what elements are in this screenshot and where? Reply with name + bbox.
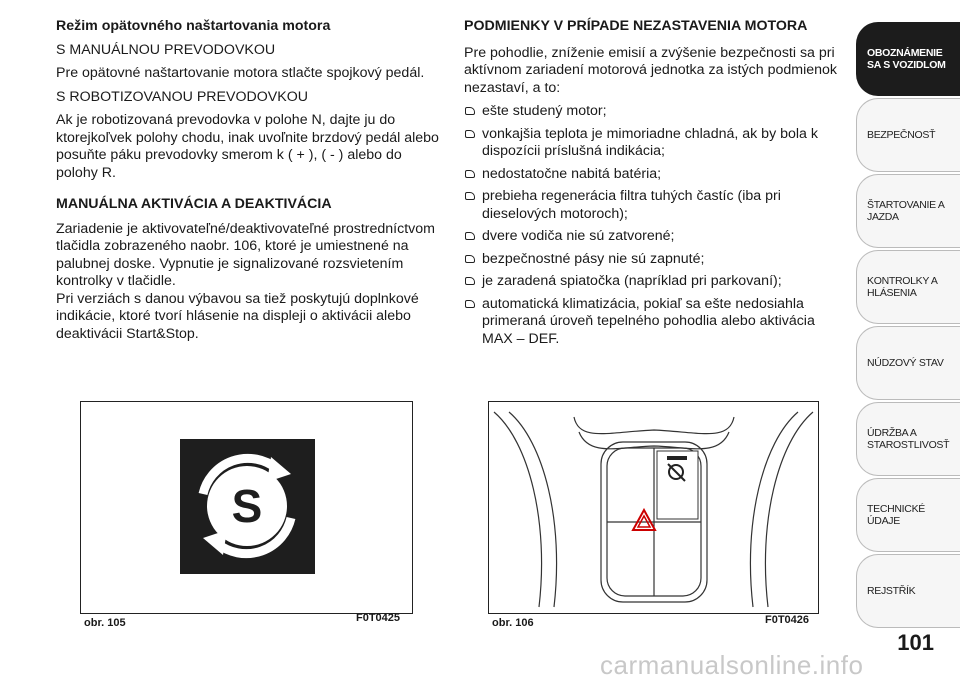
tab-rejstrik[interactable]: REJSTŘÍK	[856, 554, 960, 628]
list-item: ešte studený motor;	[464, 103, 840, 121]
list-item: automatická klimatizácia, pokiaľ sa ešte nedosiahla primeraná úroveň tepelného pohodlia alebo aktivácia MAX – DEF.	[464, 296, 840, 349]
restart-heading: Režim opätovného naštartovania motora	[56, 18, 331, 34]
bullet-icon	[465, 107, 475, 115]
watermark: carmanualsonline.info	[600, 650, 864, 680]
figure-106-code: F0T0426	[765, 614, 810, 626]
conditions-list	[464, 103, 840, 348]
robot-gearbox-text: Ak je robotizovaná prevodovka v polohe N, dajte ju do ktorejkoľvek polohy chodu, inak uvoľnite brzdový pedál alebo posuňte páku prevodovky smerom k ( + ), ( - ) alebo do polohy R.	[56, 112, 439, 181]
bullet-icon	[465, 300, 475, 308]
button-led	[667, 456, 687, 460]
tab-technicke-udaje[interactable]: TECHNICKÉ ÚDAJE	[856, 478, 960, 552]
bullet-icon	[465, 255, 475, 263]
figure-105-code: F0T0425	[356, 612, 401, 624]
bullet-icon	[465, 277, 475, 285]
list-item: prebieha regenerácia filtra tuhých častíc (iba pri dieselových motoroch);	[464, 188, 840, 223]
figure-105	[80, 401, 413, 614]
right-column	[464, 18, 840, 353]
list-item: dvere vodiča nie sú zatvorené;	[464, 228, 840, 246]
activation-text-2: Pri verziách s danou výbavou sa tiež poskytujú doplnkové indikácie, ktoré tvorí hlásenie na displeji o aktivácii alebo deaktivácii Start&Stop.	[56, 290, 419, 342]
start-stop-letter: S	[231, 480, 263, 532]
figure-106-caption: obr. 106	[492, 617, 534, 629]
figure-105-caption: obr. 105	[84, 617, 126, 629]
conditions-intro: Pre pohodlie, zníženie emisií a zvýšenie bezpečnosti sa pri aktívnom zariadení motorová jednotka za istých podmienok nezastaví, a to:	[464, 44, 838, 96]
bullet-icon	[465, 170, 475, 178]
dashboard-buttons-illustration	[489, 402, 818, 613]
manual-gearbox-text: Pre opätovné naštartovanie motora stlačte spojkový pedál.	[56, 65, 425, 81]
bullet-icon	[465, 232, 475, 240]
tab-nudzovy-stav[interactable]: NÚDZOVÝ STAV	[856, 326, 960, 400]
start-stop-icon	[81, 402, 412, 613]
page-number: 101	[897, 630, 934, 655]
tab-oboznamenie[interactable]: OBOZNÁMENIE SA S VOZIDLOM	[856, 22, 960, 96]
bullet-icon	[465, 192, 475, 200]
tab-kontrolky[interactable]: KONTROLKY A HLÁSENIA	[856, 250, 960, 324]
tab-bezpecnost[interactable]: BEZPEČNOSŤ	[856, 98, 960, 172]
robot-gearbox-heading: S ROBOTIZOVANOU PREVODOVKOU	[56, 88, 308, 105]
manual-gearbox-heading: S MANUÁLNOU PREVODOVKOU	[56, 41, 276, 58]
bullet-icon	[465, 130, 475, 138]
list-item: je zaradená spiatočka (napríklad pri parkovaní);	[464, 273, 840, 291]
list-item: bezpečnostné pásy nie sú zapnuté;	[464, 251, 840, 269]
tab-startovanie[interactable]: ŠTARTOVANIE A JAZDA	[856, 174, 960, 248]
figure-106	[488, 401, 819, 614]
list-item: nedostatočne nabitá batéria;	[464, 166, 840, 184]
list-item: vonkajšia teplota je mimoriadne chladná, ak by bola k dispozícii príslušná indikácia;	[464, 126, 840, 161]
chapter-tabs	[856, 22, 960, 630]
tab-udrzba[interactable]: ÚDRŽBA A STAROSTLIVOSŤ	[856, 402, 960, 476]
activation-heading: MANUÁLNA AKTIVÁCIA A DEAKTIVÁCIA	[56, 196, 332, 212]
conditions-heading: PODMIENKY V PRÍPADE NEZASTAVENIA MOTORA	[464, 18, 808, 34]
left-column	[56, 18, 440, 343]
activation-text-1: Zariadenie je aktivovateľné/deaktivovateľné prostredníctvom tlačidla zobrazeného naobr. 106, ktoré je umiestnené na palubnej doske. Vypnutie je signalizované rozsvietením kontrolky v tlačidle.	[56, 220, 435, 289]
